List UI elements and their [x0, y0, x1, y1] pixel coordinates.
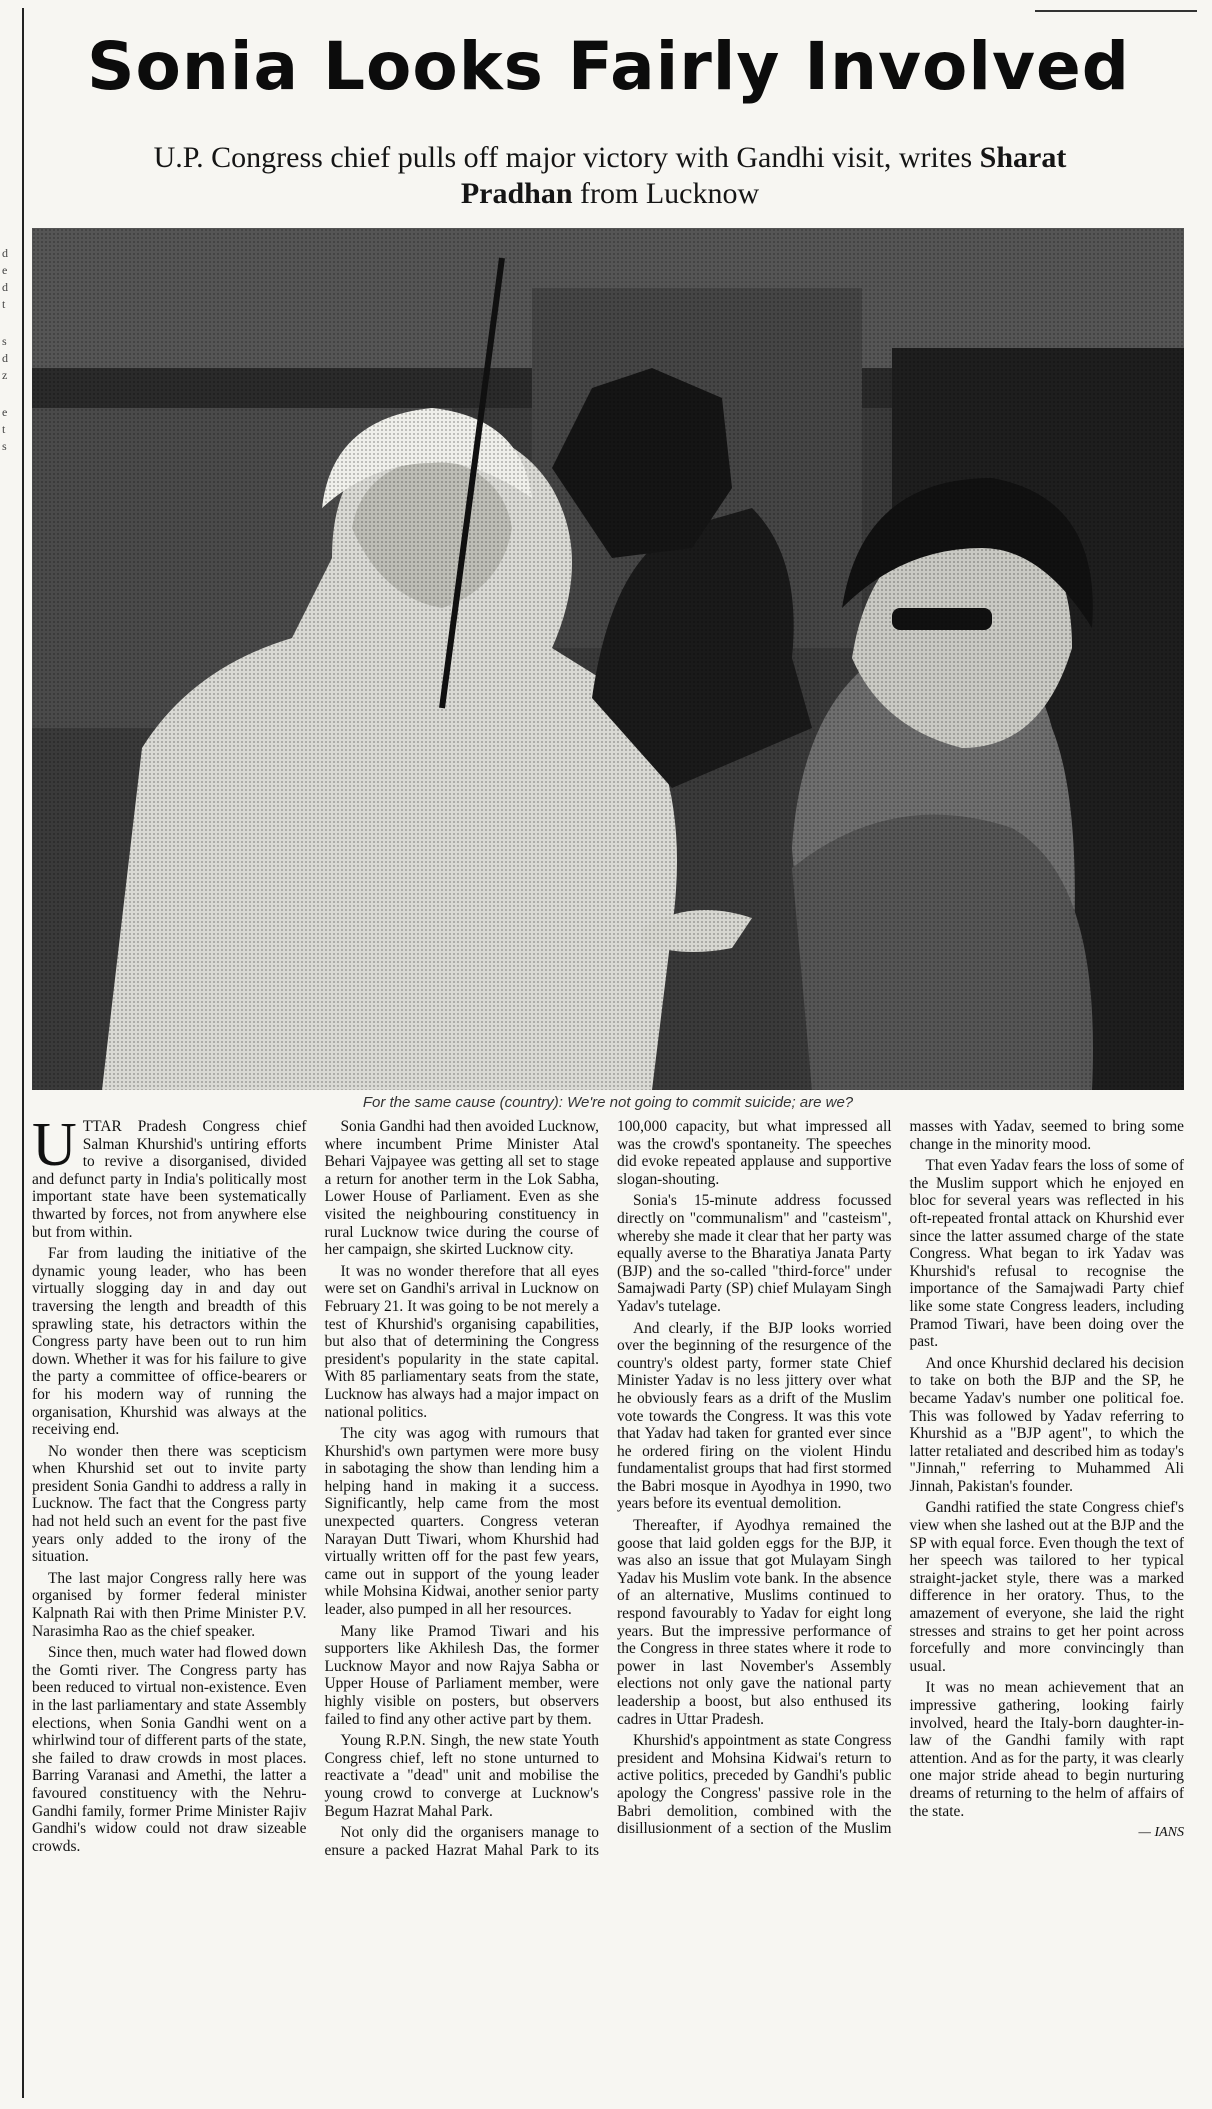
news-photo: [32, 228, 1184, 1090]
deck-text: U.P. Congress chief pulls off major victory with Gandhi visit, writes: [153, 141, 980, 174]
margin-fragment: d: [2, 246, 8, 260]
paragraph: Since then, much water had flowed down the Gomti river. The Congress party has been reduced to virtual non-existence. Even in the last parliamentary and state Assembly elections, when Sonia Gandhi went on a whirlwind tour of different parts of the state, she failed to draw crowds in most places. Barring Varanasi and Amethi, the latter a favoured constituency with the Nehru-Gandhi family, former Prime Minister Rajiv Gandhi's widow could not draw sizeable crowds.: [32, 1644, 307, 1855]
headline: Sonia Looks Fairly Involved: [86, 28, 1130, 105]
paragraph: The last major Congress rally here was organised by former federal minister Kalpnath Rai with then Prime Minister P.V. Narasimha Rao as the chief speaker.: [32, 1569, 307, 1640]
drop-cap: U: [32, 1111, 77, 1179]
deck-location: from Lucknow: [572, 177, 760, 210]
margin-fragment: s: [2, 439, 7, 453]
margin-fragment: z: [2, 368, 8, 382]
paragraph: It was no wonder therefore that all eyes were set on Gandhi's arrival in Lucknow on February 21. It was going to be not merely a test of Khurshid's organising capabilities, but also that of determining the Congress president's popularity in the state capital. With 85 parliamentary seats from the state, Lucknow has always had a major impact on national politics.: [324, 1262, 599, 1421]
photo-caption: For the same cause (country): We're not going to commit suicide; are we?: [362, 1094, 854, 1111]
paragraph: Gandhi ratified the state Congress chief's view when she lashed out at the BJP and the SP with equal force. Even though the text of her speech was tailored to her typical straight-jacket style, there was a marked difference in her oratory. Thus, to the amazement of everyone, she laid the right stresses and strains to get her point across forcefully and more convincingly than usual.: [909, 1499, 1184, 1675]
paragraph: Thereafter, if Ayodhya remained the goose that laid golden eggs for the BJP, it was also an issue that got Mulayam Singh Yadav his Muslim vote bank. In the absence of an alternative, Muslims continued to respond favourably to Yadav for eight long years. But the impressive performance of the Congress in three states where it rode to power in last November's Assembly elections not only gave the national party leadership a boost, but also enthused its cadres in Uttar Pradesh.: [617, 1517, 892, 1728]
paragraph: Not only did the organisers manage to ensure a packed Hazrat Mahal Park to its 100,000 capacity, but what impressed all was the crowd's spontaneity. The speeches did evoke repeated applause and supportive slogan-shouting.: [324, 1118, 892, 1859]
paragraph: The city was agog with rumours that Khurshid's own partymen were more busy in sabotaging the show than lending him a helping hand in making it a success. Significantly, help came from the most unexpected quarters. Congress veteran Narayan Dutt Tiwari, whom Khurshid had virtually written off for the past few years, came out in support of the young leader while Mohsina Kidwai, another senior party leader, also pumped in all her resources.: [324, 1425, 599, 1619]
deck-author: Sharat Pradhan: [460, 141, 1067, 210]
photo-illustration: [32, 228, 1184, 1090]
margin-fragment: d: [2, 280, 8, 294]
margin-fragment: d: [2, 351, 8, 365]
paragraph: No wonder then there was scepticism when Khurshid set out to invite party president Sonia Gandhi to address a rally in Lucknow. The fact that the Congress party had not held such an event for the past five years only added to the irony of the situation.: [32, 1442, 307, 1566]
paragraph: Far from lauding the initiative of the dynamic young leader, who has been virtually slogging day in and day out traversing the length and breadth of this sprawling state, his detractors within the Congress party have been out to run him down. Whether it was for his failure to give the party a committee of office-bearers or for his modern way of running the organisation, Khurshid was always at the receiving end.: [32, 1245, 307, 1439]
article-body: [32, 1111, 1184, 2103]
deck: [100, 140, 1120, 212]
paragraph: Sonia's 15-minute address focussed directly on "communalism" and "casteism", whereby she made it clear that her party was equally averse to the Bharatiya Janata Party (BJP) and the so-called "third-force" under Samajwadi Party (SP) chief Mulayam Singh Yadav's tutelage.: [617, 1192, 892, 1315]
paragraph: That even Yadav fears the loss of some of the Muslim support which he enjoyed en bloc for several years was reflected in his oft-repeated frontal attack on Khurshid ever since the latter assumed charge of the state Congress. What began to irk Yadav was Khurshid's refusal to recognise the importance of the Samajwadi Party chief like some state Congress leaders, including Pramod Tiwari, have been doing over the past.: [909, 1157, 1184, 1351]
paragraph: And once Khurshid declared his decision to take on both the BJP and the SP, he became Yadav's number one political foe. This was followed by Yadav referring to Khurshid as a "BJP agent", to which the latter retaliated and described him as today's "Jinnah," referring to Muhammed Ali Jinnah, Pakistan's founder.: [909, 1354, 1184, 1495]
margin-fragment: s: [2, 334, 7, 348]
margin-fragment: t: [2, 297, 6, 311]
paragraph: UTTAR Pradesh Congress chief Salman Khurshid's untiring efforts to revive a disorganised, divided and defunct party in India's politically most important state have been systematically thwarted by forces, not from anywhere else but from within.: [32, 1111, 307, 1241]
paragraph: Many like Pramod Tiwari and his supporters like Akhilesh Das, the former Lucknow Mayor and now Rajya Sabha or Upper House of Parliament member, were highly visible on posters, but observers failed to find any other active part by them.: [324, 1622, 599, 1728]
paragraph: And clearly, if the BJP looks worried over the beginning of the resurgence of the country's oldest party, former state Chief Minister Yadav is no less jittery over what he obviously fears as a drift of the Muslim vote towards the Congress. It was this vote that Yadav had taken for granted ever since he ordered firing on the violent Hindu fundamentalist groups that had first stormed the Babri mosque in Ayodhya in 1990, two years before its eventual demolition.: [617, 1319, 892, 1513]
margin-fragment: t: [2, 422, 6, 436]
top-rule: [1035, 10, 1197, 12]
paragraph: Sonia Gandhi had then avoided Lucknow, where incumbent Prime Minister Atal Behari Vajpayee was getting all set to stage a return for another term in the Lok Sabha, Lower House of Parliament. Even as she visited the neighbouring constituency in rural Lucknow twice during the course of her campaign, she skirted Lucknow city.: [324, 1118, 599, 1259]
paragraph: Young R.P.N. Singh, the new state Youth Congress chief, left no stone unturned to reactivate a "dead" unit and mobilise the young crowd to converge at Lucknow's Begum Hazrat Mahal Park.: [324, 1732, 599, 1820]
margin-fragments: [2, 245, 16, 455]
paragraph: It was no mean achievement that an impressive gathering, looking fairly involved, heard the Italy-born daughter-in-law of the Gandhi family with rapt attention. And as for the party, it was clearly one major stride ahead to begin nurturing dreams of returning to the helm of affairs of the state.: [909, 1679, 1184, 1820]
margin-fragment: e: [2, 405, 8, 419]
paragraph: Khurshid's appointment as state Congress president and Mohsina Kidwai's return to active politics, preceded by Gandhi's public apology the Congress' passive role in the Babri demolition, combined with the disillusionment of a section of the Muslim masses with Yadav, seemed to bring some change in the minority mood.: [617, 1118, 1184, 1838]
margin-fragment: e: [2, 263, 8, 277]
byline-credit: — IANS: [1138, 1825, 1184, 1841]
